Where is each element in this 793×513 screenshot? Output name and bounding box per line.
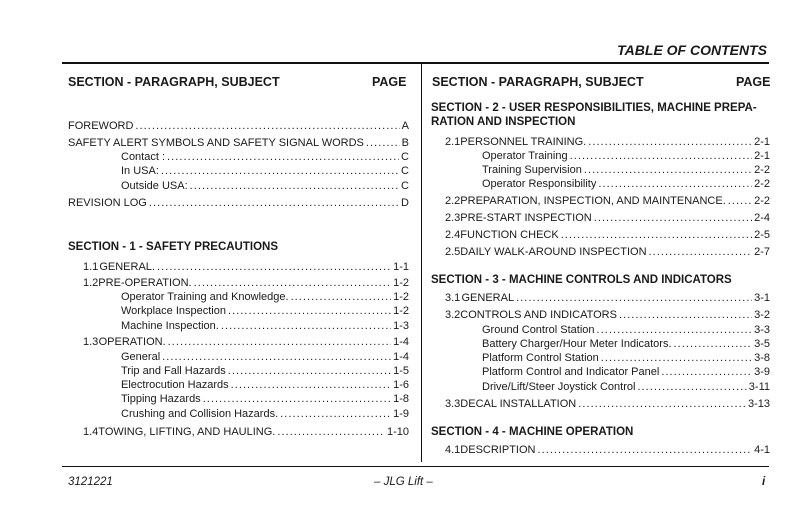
right-column-heading: SECTION - PARAGRAPH, SUBJECT [432,75,644,89]
entry-label: FUNCTION CHECK [460,229,559,241]
entry-number: 3.2 [445,309,461,321]
entry-label: Training Supervision [482,164,582,176]
entry-number: 1.2 [83,277,99,289]
toc-entry-1-3[interactable] [83,336,409,349]
toc-entry-joystick-control[interactable] [482,381,770,394]
entry-number: 1.3 [83,336,99,348]
entry-page: D [401,197,409,209]
entry-label: FOREWORD [68,120,134,132]
entry-label: Contact : [121,151,166,163]
entry-page: C [401,180,409,192]
top-rule [62,62,769,64]
entry-label: Outside USA: [121,180,188,192]
entry-label: GENERAL [461,292,515,304]
toc-entry-foreword[interactable] [68,120,409,133]
entry-page: 1-3 [393,320,409,332]
entry-label: TOWING, LIFTING, AND HAULING. [98,426,276,438]
toc-entry-in-usa[interactable] [121,165,409,178]
entry-number: 2.5 [445,246,461,258]
toc-entry-electrocution-hazards[interactable] [121,379,409,392]
entry-label: PRE-OPERATION. [98,277,192,289]
entry-number: 4.1 [445,444,461,456]
entry-label: PRE-START INSPECTION [460,212,592,224]
entry-page: 2-1 [754,150,770,162]
page-title: TABLE OF CONTENTS [617,42,767,58]
section-1-heading: SECTION - 1 - SAFETY PRECAUTIONS [68,241,279,253]
right-page-heading: PAGE [736,75,771,89]
toc-entry-revision-log[interactable] [68,197,409,210]
toc-entry-machine-inspection[interactable] [121,320,409,333]
toc-entry-crushing-collision-hazards[interactable] [121,408,409,421]
section-2-heading-line1: SECTION - 2 - USER RESPONSIBILITIES, MACHINE PREPA- [431,102,757,114]
section-3-heading: SECTION - 3 - MACHINE CONTROLS AND INDICATORS [431,274,732,286]
entry-label: SAFETY ALERT SYMBOLS AND SAFETY SIGNAL WORDS [68,137,364,149]
doc-number: 3121221 [68,476,113,488]
toc-entry-platform-control-indicator-panel[interactable] [482,366,770,379]
entry-page: 3-3 [754,324,770,336]
toc-entry-general[interactable] [121,351,409,364]
footer-brand: – JLG Lift – [374,476,433,488]
toc-entry-1-1[interactable] [83,261,409,274]
left-page-heading: PAGE [372,75,407,89]
entry-page: 1-4 [393,351,409,363]
toc-entry-workplace-inspection[interactable] [121,305,409,318]
entry-page: B [401,137,409,149]
toc-entry-operator-responsibility[interactable] [482,178,770,191]
entry-label: Operator Responsibility [482,178,597,190]
entry-number: 2.1 [445,136,461,148]
entry-page: 2-2 [754,195,770,207]
entry-number: 1.1 [83,261,99,273]
toc-entry-2-1[interactable] [445,136,770,149]
entry-page: 1-2 [393,305,409,317]
entry-number: 2.3 [445,212,461,224]
entry-page: 1-2 [393,277,409,289]
entry-number: 2.4 [445,229,461,241]
entry-label: Platform Control and Indicator Panel [482,366,660,378]
entry-page: 3-1 [754,292,770,304]
entry-page: 3-2 [754,309,770,321]
entry-label: PERSONNEL TRAINING. [460,136,587,148]
entry-page: 1-9 [393,408,409,420]
entry-number: 2.2 [445,195,461,207]
toc-entry-2-5[interactable] [445,246,770,259]
entry-number: 3.3 [445,398,461,410]
entry-label: General [121,351,161,363]
toc-entry-3-1[interactable] [445,292,770,305]
entry-page: 2-2 [754,178,770,190]
left-column-heading: SECTION - PARAGRAPH, SUBJECT [68,75,280,89]
toc-entry-outside-usa[interactable] [121,180,409,193]
toc-entry-training-supervision[interactable] [482,164,770,177]
page-number: i [762,476,766,488]
entry-label: Drive/Lift/Steer Joystick Control [482,381,636,393]
entry-page: 1-6 [393,379,409,391]
entry-label: DECAL INSTALLATION [460,398,577,410]
entry-page: 2-4 [754,212,770,224]
toc-entry-2-3[interactable] [445,212,770,225]
entry-label: Battery Charger/Hour Meter Indicators. [482,338,672,350]
entry-label: In USA: [121,165,159,177]
entry-page: 3-9 [754,366,770,378]
section-2-heading-line2: RATION AND INSPECTION [431,116,576,128]
toc-entry-safety-alert[interactable] [68,137,409,150]
toc-entry-battery-charger[interactable] [482,338,770,351]
entry-page: A [401,120,409,132]
entry-label: Ground Control Station [482,324,595,336]
toc-entry-platform-control-station[interactable] [482,352,770,365]
toc-entry-2-2[interactable] [445,195,770,208]
entry-label: Electrocution Hazards [121,379,229,391]
toc-entry-trip-fall-hazards[interactable] [121,365,409,378]
entry-label: Trip and Fall Hazards [121,365,226,377]
section-4-heading: SECTION - 4 - MACHINE OPERATION [431,426,634,438]
entry-page: C [401,151,409,163]
entry-page: 2-5 [754,229,770,241]
entry-label: Platform Control Station [482,352,599,364]
entry-page: 2-2 [754,164,770,176]
entry-label: DESCRIPTION [460,444,536,456]
column-divider [421,64,422,462]
toc-entry-tipping-hazards[interactable] [121,393,409,406]
entry-page: C [401,165,409,177]
entry-label: Operator Training and Knowledge. [121,291,289,303]
entry-label: OPERATION. [98,336,166,348]
toc-entry-operator-training-knowledge[interactable] [121,291,409,304]
entry-label: Operator Training [482,150,568,162]
entry-page: 1-8 [393,393,409,405]
entry-page: 2-1 [754,136,770,148]
entry-page: 1-1 [393,261,409,273]
entry-number: 3.1 [445,292,461,304]
toc-entry-2-4[interactable] [445,229,770,242]
entry-label: Machine Inspection. [121,320,219,332]
entry-label: REVISION LOG [68,197,147,209]
entry-page: 3-8 [754,352,770,364]
entry-page: 3-13 [747,398,770,410]
entry-page: 2-7 [754,246,770,258]
entry-page: 3-5 [754,338,770,350]
entry-number: 1.4 [83,426,99,438]
entry-page: 1-2 [393,291,409,303]
toc-entry-4-1[interactable] [445,444,770,457]
bottom-rule [62,466,769,467]
toc-entry-1-2[interactable] [83,277,409,290]
toc-entry-3-2[interactable] [445,309,770,322]
entry-page: 1-5 [393,365,409,377]
entry-page: 1-10 [386,426,409,438]
entry-label: Workplace Inspection [121,305,226,317]
entry-label: DAILY WALK-AROUND INSPECTION [460,246,647,258]
entry-page: 1-4 [393,336,409,348]
entry-label: Tipping Hazards [121,393,201,405]
toc-entry-3-3[interactable] [445,398,770,411]
toc-entry-operator-training[interactable] [482,150,770,163]
entry-label: PREPARATION, INSPECTION, AND MAINTENANCE. [460,195,726,207]
toc-entry-contact[interactable] [121,151,409,164]
entry-label: Crushing and Collision Hazards. [121,408,279,420]
entry-label: CONTROLS AND INDICATORS [460,309,617,321]
toc-entry-ground-control-station[interactable] [482,324,770,337]
entry-label: GENERAL. [99,261,155,273]
entry-page: 4-1 [754,444,770,456]
entry-page: 3-11 [748,381,770,393]
toc-entry-1-4[interactable] [83,426,409,439]
